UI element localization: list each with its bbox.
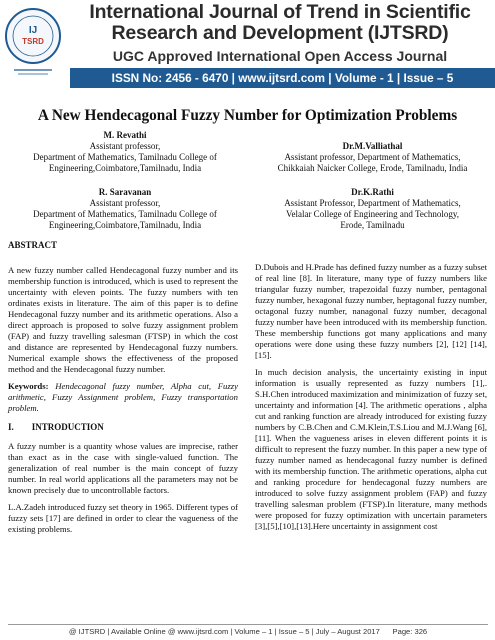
abstract-heading: ABSTRACT (8, 240, 58, 250)
author-role: Assistant professor, (89, 141, 161, 151)
author-name: Dr.M.Valliathal (342, 141, 403, 151)
author-1 (10, 130, 240, 174)
intro-paragraph-1: A fuzzy number is a quantity whose values are imprecise, rather than exact as in the case with single-valued function. The generalization of real number is the main concept of fuzzy number. In real world applications all the parameters may not be known precisely due to uncontrollable factors. (8, 441, 238, 495)
author-name: R. Saravanan (98, 187, 152, 197)
keywords (8, 381, 238, 414)
svg-text:IJ: IJ (28, 25, 38, 36)
author-name: Dr.K.Rathi (351, 187, 394, 197)
page-footer: @ IJTSRD | Available Online @ www.ijtsrd.com | Volume – 1 | Issue – 5 | July – August 2017 Page: 326 (8, 624, 488, 636)
right-column (255, 262, 487, 538)
author-role: Assistant professor, Department of Mathematics, (284, 152, 461, 162)
author-affiliation: Erode, Tamilnadu (340, 220, 405, 230)
abstract-text: A new fuzzy number called Hendecagonal fuzzy number and its membership function is introduced, which is used to represent the uncertainty with eleven points. The fuzzy numbers with ten ordinates exists in literature. The aim of this paper is to define Hendecagonal fuzzy number and its arithmetic operations. Also a direct approach is proposed to solve fuzzy assignment problem (FAP) and fuzzy travelling salesman (FTSP) in which the cost and distance are represented by Hendecagonal fuzzy numbers. Numerical example shows the effectiveness of the proposed method and the Hendecagonal fuzzy number. (8, 265, 238, 374)
journal-title (70, 2, 490, 44)
journal-title-line-1: International Journal of Trend in Scientific (89, 1, 471, 23)
author-4 (255, 187, 490, 231)
author-3 (10, 187, 240, 231)
author-affiliation: Engineering,Coimbatore,Tamilnadu, India (48, 220, 202, 230)
author-affiliation: Department of Mathematics, Tamilnadu College of (33, 152, 217, 162)
left-column (8, 240, 238, 541)
author-role: Assistant Professor, Department of Mathematics, (284, 198, 461, 208)
journal-title-line-2: Research and Development (IJTSRD) (111, 22, 449, 44)
journal-logo (4, 2, 62, 78)
author-role: Assistant professor, (89, 198, 161, 208)
paper-title: A New Hendecagonal Fuzzy Number for Optimization Problems (37, 107, 458, 124)
author-affiliation: Department of Mathematics, Tamilnadu College of (33, 209, 217, 219)
intro-paragraph-2: L.A.Zadeh introduced fuzzy set theory in 1965. Different types of fuzzy sets [17] are defined in order to clear the vagueness of the existing problems. (8, 502, 238, 534)
keywords-label: Keywords: (8, 381, 49, 391)
author-affiliation: Velalar College of Engineering and Technology, (285, 209, 460, 219)
author-affiliation: Engineering,Coimbatore,Tamilnadu, India (48, 163, 202, 173)
keywords-text: Hendecagonal fuzzy number, Alpha cut, Fuzzy arithmetic, Fuzzy Assignment problem, Fuzzy transportation problem. (8, 381, 238, 413)
author-affiliation: Chikkaiah Naicker College, Erode, Tamilnadu, India (277, 163, 468, 173)
section-heading-introduction: I. INTRODUCTION (8, 422, 104, 432)
ugc-approval: UGC Approved International Open Access Journal (112, 48, 448, 64)
author-name: M. Revathi (103, 130, 147, 140)
svg-text:TSRD: TSRD (22, 37, 44, 46)
right-paragraph-1: D.Dubois and H.Prade has defined fuzzy number as a fuzzy subset of real line [8]. In literature, many type of fuzzy numbers like triangular fuzzy number, trapezoidal fuzzy number, pentagonal fuzzy number, hexagonal fuzzy number, heptagonal fuzzy number, octagonal fuzzy number, nanagonal fuzzy number, decagonal fuzzy number have been introduced with its membership function. These membership functions got many applications and many operations were done using these fuzzy numbers [2], [12] [14], [15]. (255, 262, 487, 360)
author-2 (255, 141, 490, 174)
right-paragraph-2: In much decision analysis, the uncertainty existing in input information is usually represented as fuzzy numbers [1],. S.H.Chen introduced maximization and minimization of fuzzy set, uncertainty and information [4]. The arithmetic operations , alpha cut and ranking function are already introduced for existing fuzzy numbers by C.B.Chen and C.M.Klein,T.S.Liou and M.J.Wang [6],[11]. When the vagueness arises in eleven different points it is difficult to represent the fuzzy number. In this paper a new type of fuzzy number named as hendecagonal fuzzy number is defined with its membership function. The arithmetic operations, alpha cut and ranking procedure for hendecagonal fuzzy numbers are introduced to solve fuzzy assignment problem (FAP) and fuzzy travelling salesman problem (FTSP).In literature, many methods were proposed for fuzzy optimization with uncertain parameters [3],[5],[10],[13].Here uncertainty in assignment cost (255, 367, 487, 531)
issn-bar: ISSN No: 2456 - 6470 | www.ijtsrd.com | Volume - 1 | Issue – 5 (70, 68, 495, 88)
journal-header (0, 0, 495, 88)
